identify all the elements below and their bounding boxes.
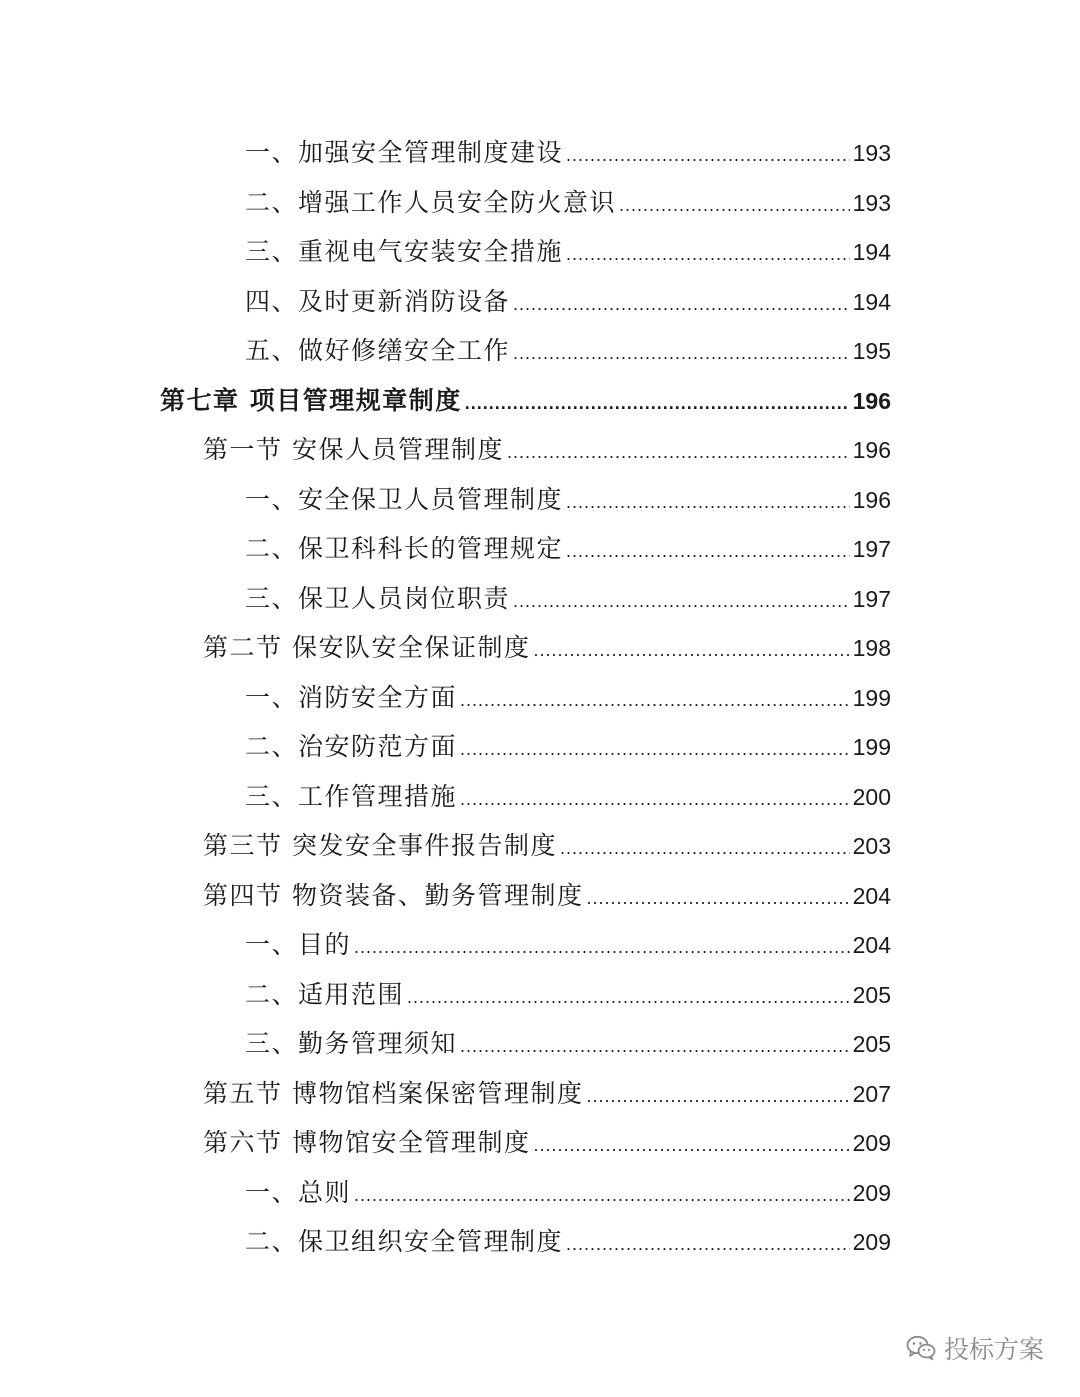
toc-leader-dots: [460, 690, 850, 711]
toc-entry[interactable]: [0, 777, 1080, 827]
toc-entry[interactable]: [0, 925, 1080, 975]
toc-page-number: 195: [852, 338, 891, 364]
toc-page-number: 194: [852, 288, 891, 315]
toc-entry[interactable]: [0, 579, 1080, 629]
toc-entry-title: 第三节 突发安全事件报告制度: [203, 831, 557, 860]
toc-entry[interactable]: [0, 1173, 1080, 1223]
toc-page-number: 196: [852, 437, 891, 463]
toc-entry-title: 二、增强工作人员安全防火意识: [245, 187, 617, 217]
toc-leader-dots: [619, 195, 850, 216]
toc-leader-dots: [566, 492, 850, 513]
toc-entry-title: 二、保卫组织安全管理制度: [245, 1227, 564, 1256]
toc-section-entry[interactable]: [0, 1123, 1080, 1173]
toc-entry[interactable]: [0, 133, 1080, 183]
toc-leader-dots: [507, 442, 850, 463]
toc-page-number: 193: [852, 189, 891, 216]
toc-leader-dots: [354, 937, 850, 958]
toc-entry-title: 一、消防安全方面: [245, 682, 458, 712]
toc-page-number: 197: [852, 585, 891, 612]
toc-leader-dots: [513, 294, 850, 315]
toc-page-number: 194: [852, 239, 891, 265]
toc-page-number: 199: [852, 734, 891, 760]
toc-page-number: 197: [852, 536, 891, 562]
toc-entry[interactable]: [0, 1222, 1080, 1272]
watermark-text: 投标方案: [943, 1335, 1044, 1364]
toc-entry[interactable]: [0, 1024, 1080, 1074]
toc-leader-dots: [460, 1036, 850, 1057]
toc-leader-dots: [465, 393, 850, 414]
table-of-contents: [0, 133, 1080, 1272]
toc-entry-title: 三、重视电气安装安全措施: [245, 237, 564, 266]
toc-entry[interactable]: [0, 331, 1080, 381]
toc-entry-title: 一、安全保卫人员管理制度: [245, 484, 564, 514]
toc-page-number: 204: [852, 882, 891, 909]
toc-leader-dots: [513, 343, 850, 364]
toc-entry-title: 一、总则: [245, 1177, 352, 1207]
toc-leader-dots: [513, 591, 850, 612]
toc-entry-title: 三、工作管理措施: [245, 781, 458, 811]
source-watermark: [906, 1330, 1044, 1366]
toc-entry-title: 一、目的: [245, 930, 352, 959]
toc-entry-title: 二、保卫科科长的管理规定: [245, 534, 564, 563]
toc-entry[interactable]: [0, 529, 1080, 579]
toc-entry-title: 三、勤务管理须知: [245, 1029, 458, 1058]
toc-entry-title: 第四节 物资装备、勤务管理制度: [203, 880, 584, 910]
toc-page-number: 209: [852, 1179, 891, 1206]
toc-entry[interactable]: [0, 183, 1080, 233]
toc-entry-title: 第六节 博物馆安全管理制度: [203, 1128, 531, 1157]
toc-page-number: 198: [852, 635, 891, 661]
toc-leader-dots: [533, 1135, 849, 1156]
toc-page-number: 209: [852, 1229, 891, 1255]
toc-leader-dots: [566, 1234, 850, 1255]
toc-entry[interactable]: [0, 727, 1080, 777]
toc-entry[interactable]: [0, 232, 1080, 282]
toc-section-entry[interactable]: [0, 1074, 1080, 1124]
toc-leader-dots: [460, 789, 850, 810]
toc-chapter-entry[interactable]: [0, 381, 1080, 431]
toc-entry[interactable]: [0, 282, 1080, 332]
toc-page-number: 203: [852, 833, 891, 859]
toc-leader-dots: [560, 838, 850, 859]
toc-section-entry[interactable]: [0, 430, 1080, 480]
toc-entry-title: 四、及时更新消防设备: [245, 286, 511, 316]
toc-section-entry[interactable]: [0, 628, 1080, 678]
toc-entry-title: 第二节 保安队安全保证制度: [203, 633, 531, 662]
toc-leader-dots: [354, 1185, 850, 1206]
toc-page-number: 196: [852, 486, 891, 513]
toc-page-number: 196: [852, 387, 891, 414]
toc-leader-dots: [460, 739, 850, 760]
toc-entry[interactable]: [0, 975, 1080, 1025]
toc-page-number: 205: [852, 1031, 891, 1057]
toc-leader-dots: [566, 541, 850, 562]
toc-entry[interactable]: [0, 678, 1080, 728]
toc-entry-title: 二、治安防范方面: [245, 732, 458, 761]
toc-page-number: 205: [852, 981, 891, 1008]
toc-entry-title: 三、保卫人员岗位职责: [245, 583, 511, 613]
toc-leader-dots: [407, 987, 850, 1008]
wechat-icon: [906, 1335, 936, 1361]
toc-page-number: 200: [852, 783, 891, 810]
toc-page-number: 204: [852, 932, 891, 958]
toc-page-number: 209: [852, 1130, 891, 1156]
toc-leader-dots: [533, 640, 849, 661]
toc-leader-dots: [586, 888, 849, 909]
toc-section-entry[interactable]: [0, 876, 1080, 926]
toc-section-entry[interactable]: [0, 826, 1080, 876]
toc-entry-title: 第一节 安保人员管理制度: [203, 435, 504, 464]
toc-entry-title: 二、适用范围: [245, 979, 405, 1009]
toc-page-number: 199: [852, 684, 891, 711]
toc-page-number: 207: [852, 1080, 891, 1107]
toc-leader-dots: [566, 145, 850, 166]
toc-entry-title: 五、做好修缮安全工作: [245, 336, 511, 365]
toc-leader-dots: [586, 1086, 849, 1107]
toc-entry-title: 第七章 项目管理规章制度: [160, 385, 462, 415]
toc-leader-dots: [566, 244, 850, 265]
toc-entry-title: 一、加强安全管理制度建设: [245, 138, 564, 167]
toc-page-number: 193: [852, 140, 891, 166]
toc-entry-title: 第五节 博物馆档案保密管理制度: [203, 1078, 584, 1108]
toc-entry[interactable]: [0, 480, 1080, 530]
